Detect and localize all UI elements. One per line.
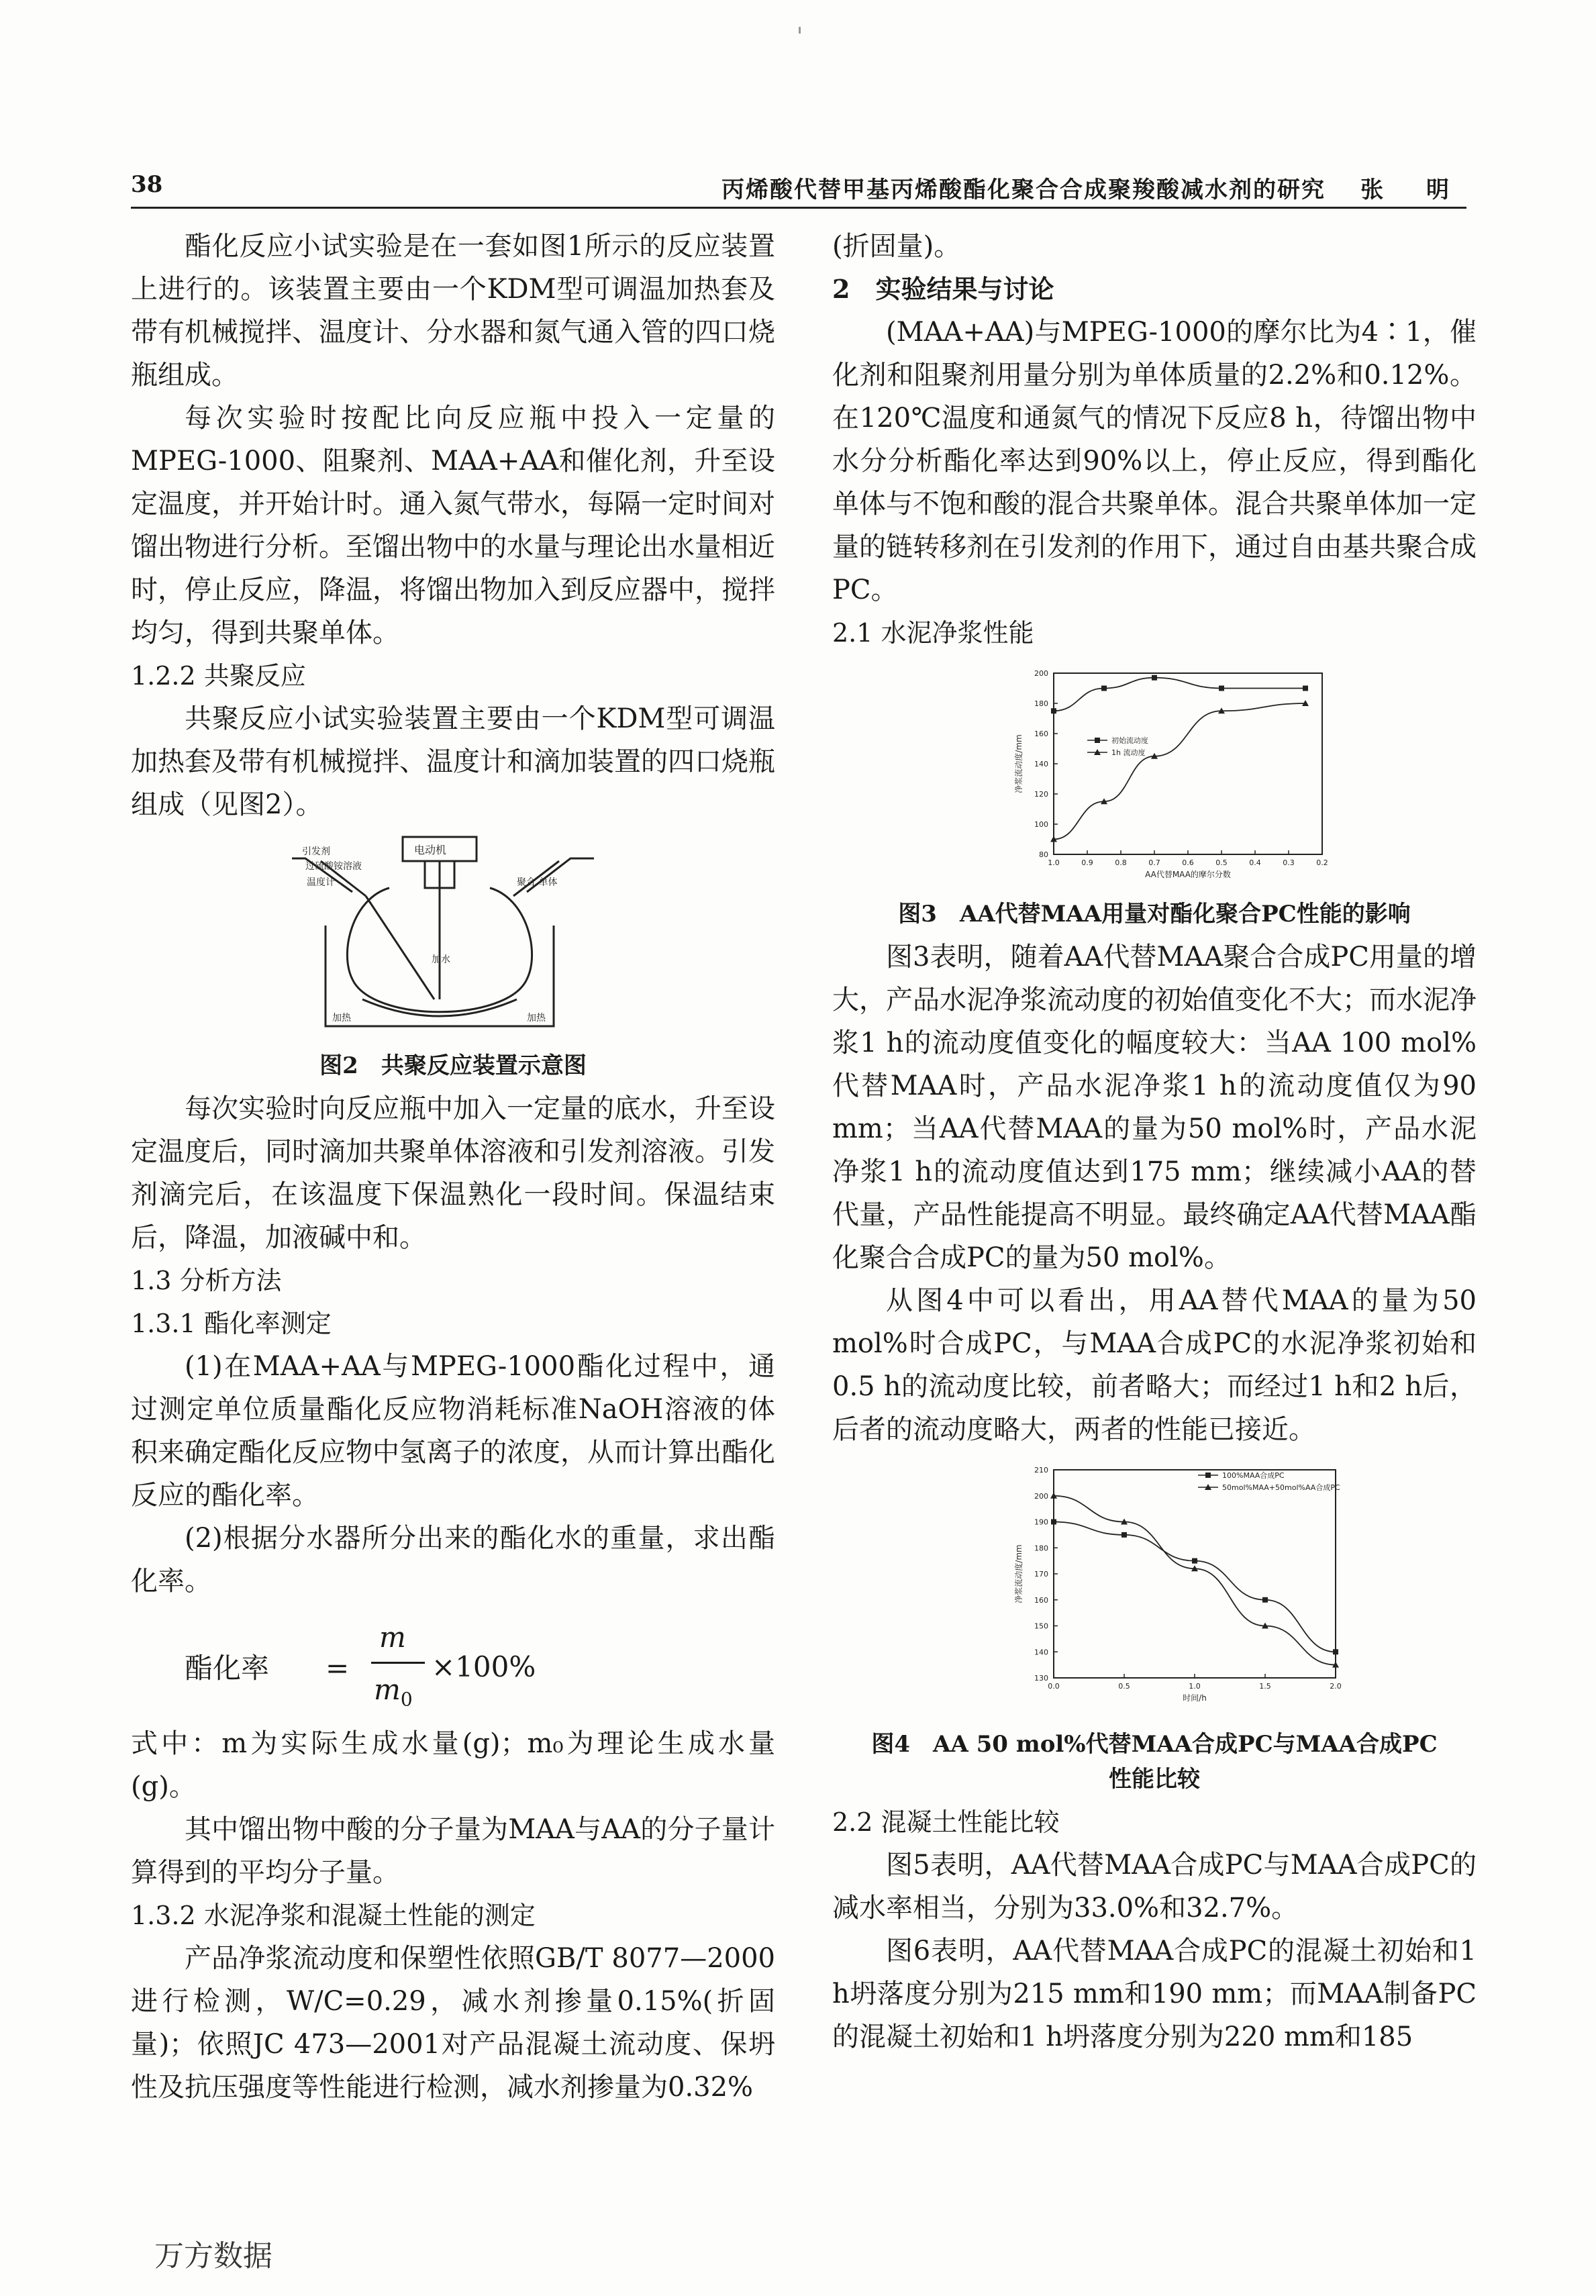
right-column bbox=[832, 225, 1477, 2058]
x-tick-label: 0.2 bbox=[1316, 858, 1328, 867]
legend-marker bbox=[1205, 1473, 1211, 1478]
y-tick-label: 80 bbox=[1039, 850, 1048, 859]
series-line bbox=[1054, 703, 1305, 840]
paragraph: (折固量)。 bbox=[832, 231, 961, 262]
y-tick-label: 180 bbox=[1034, 1544, 1048, 1553]
heater-left-label: 加热 bbox=[332, 1013, 351, 1024]
figure-2-caption: 图2 共聚反应装置示意图 bbox=[319, 1052, 587, 1079]
x-tick-label: 2.0 bbox=[1330, 1682, 1342, 1691]
formula-numerator: m bbox=[379, 1621, 406, 1654]
water-label: 加水 bbox=[432, 954, 450, 965]
left-column bbox=[131, 225, 775, 2109]
legend-marker bbox=[1095, 738, 1100, 743]
y-tick-label: 200 bbox=[1034, 1491, 1048, 1501]
paragraph: 每次实验时向反应瓶中加入一定量的底水，升至设定温度后，同时滴加共聚单体溶液和引发剂溶液。引发剂滴完后，在该温度下保温熟化一段时间。保温结束后，降温，加液碱中和。 bbox=[131, 1093, 775, 1253]
y-tick-label: 120 bbox=[1034, 790, 1048, 799]
thermometer-label: 温度计 bbox=[307, 877, 335, 888]
formula-denominator: $m_0$ bbox=[374, 1673, 413, 1711]
figure-4-caption bbox=[832, 1727, 1477, 1797]
y-tick-label: 150 bbox=[1034, 1621, 1048, 1631]
data-point bbox=[1303, 686, 1308, 691]
legend-label: 初始流动度 bbox=[1111, 736, 1148, 745]
x-tick-label: 0.6 bbox=[1182, 858, 1194, 867]
paragraph: 图5表明，AA代替MAA合成PC与MAA合成PC的减水率相当，分别为33.0%和32.7%。 bbox=[832, 1850, 1477, 1924]
reactor-diagram bbox=[131, 832, 775, 1033]
paragraph: 式中：m为实际生成水量(g)；m₀为理论生成水量(g)。 bbox=[131, 1728, 775, 1802]
y-tick-label: 130 bbox=[1034, 1674, 1048, 1683]
y-tick-label: 140 bbox=[1034, 760, 1048, 768]
figure-2 bbox=[131, 832, 775, 1083]
x-tick-label: 0.4 bbox=[1249, 858, 1261, 867]
data-point bbox=[1192, 1558, 1197, 1564]
x-tick-label: 0.0 bbox=[1048, 1682, 1060, 1691]
y-tick-label: 140 bbox=[1034, 1648, 1048, 1657]
paragraph: 共聚反应小试实验装置主要由一个KDM型可调温加热套及带有机械搅拌、温度计和滴加装置的四口烧瓶组成（见图2）。 bbox=[131, 703, 775, 820]
data-point bbox=[1333, 1649, 1338, 1654]
x-tick-label: 0.5 bbox=[1215, 858, 1228, 867]
comonomer-label: 聚合 单体 bbox=[517, 877, 558, 888]
figure-3-chart bbox=[832, 660, 1477, 881]
data-point bbox=[1219, 686, 1224, 691]
legend-label: 1h 流动度 bbox=[1111, 748, 1146, 757]
paragraph: (1)在MAA+AA与MPEG-1000酯化过程中，通过测定单位质量酯化反应物消耗标准NaOH溶液的体积来确定酯化反应物中氢离子的浓度，从而计算出酯化反应的酯化率。 bbox=[131, 1351, 775, 1511]
y-tick-label: 180 bbox=[1034, 699, 1048, 708]
section-heading: 2.2 混凝土性能比较 bbox=[832, 1807, 1060, 1837]
x-tick-label: 0.8 bbox=[1115, 858, 1127, 867]
y-axis-label: 净浆流动度/mm bbox=[1014, 734, 1024, 793]
y-tick-label: 160 bbox=[1034, 730, 1048, 738]
x-tick-label: 1.0 bbox=[1189, 1682, 1201, 1691]
figure-4 bbox=[832, 1456, 1477, 1797]
formula-lhs: 酯化率 bbox=[185, 1652, 270, 1685]
x-tick-label: 0.7 bbox=[1148, 858, 1160, 867]
y-tick-label: 210 bbox=[1034, 1466, 1048, 1475]
section-heading: 2 实验结果与讨论 bbox=[832, 274, 1054, 304]
running-title: 丙烯酸代替甲基丙烯酸酯化聚合合成聚羧酸减水剂的研究 bbox=[721, 177, 1326, 203]
paragraph: 图3表明，随着AA代替MAA聚合合成PC用量的增大，产品水泥净浆流动度的初始值变化不大；而水泥净浆1 h的流动度值变化的幅度较大：当AA 100 mol%代替MAA时，产品水泥净浆1 h的流动度值仅为90 mm；当AA代替MAA的量为50 mol%时，产品水泥净浆1 h的流动度值达到175 mm；继续减小AA的替代量，产品性能提高不明显。最终确定AA代替MAA酯化聚合合成PC的量为50 mol%。 bbox=[832, 942, 1477, 1273]
x-tick-label: 0.9 bbox=[1081, 858, 1093, 867]
series-line bbox=[1054, 1522, 1336, 1652]
y-tick-label: 200 bbox=[1034, 669, 1048, 678]
x-tick-label: 0.5 bbox=[1118, 1682, 1130, 1691]
x-tick-label: 1.0 bbox=[1048, 858, 1060, 867]
page-number: 38 bbox=[131, 171, 163, 198]
running-header bbox=[131, 171, 1466, 205]
section-heading: 1.3.1 酯化率测定 bbox=[131, 1309, 332, 1338]
legend-label: 100%MAA合成PC bbox=[1222, 1471, 1285, 1480]
scan-mark bbox=[799, 27, 801, 34]
fraction-bar bbox=[371, 1662, 425, 1664]
data-point bbox=[1121, 1532, 1127, 1538]
paragraph: 图6表明，AA代替MAA合成PC的混凝土初始和1 h坍落度分别为215 mm和190 mm；而MAA制备PC的混凝土初始和1 h坍落度分别为220 mm和185 bbox=[832, 1936, 1477, 2052]
data-point bbox=[1101, 686, 1107, 691]
x-axis-label: 时间/h bbox=[1183, 1693, 1207, 1703]
figure-4-caption-line1: 图4 AA 50 mol%代替MAA合成PC与MAA合成PC bbox=[871, 1731, 1438, 1758]
section-heading: 2.1 水泥净浆性能 bbox=[832, 618, 1034, 648]
initiator-label: 引发剂 bbox=[302, 846, 330, 857]
paragraph: 产品净浆流动度和保塑性依照GB/T 8077—2000进行检测，W/C=0.29，减水剂掺量0.15%(折固量)；依照JC 473—2001对产品混凝土流动度、保坍性及抗压强度等性能进行检测，减水剂掺量为0.32% bbox=[131, 1943, 775, 2103]
y-tick-label: 100 bbox=[1034, 820, 1048, 829]
motor-label: 电动机 bbox=[414, 844, 447, 856]
formula-factor: ×100% bbox=[432, 1650, 536, 1683]
paragraph: 酯化反应小试实验是在一套如图1所示的反应装置上进行的。该装置主要由一个KDM型可调温加热套及带有机械搅拌、温度计、分水器和氮气通入管的四口烧瓶组成。 bbox=[131, 231, 775, 391]
paragraph: (MAA+AA)与MPEG-1000的摩尔比为4∶1，催化剂和阻聚剂用量分别为单体质量的2.2%和0.12%。在120℃温度和通氮气的情况下反应8 h，待馏出物中水分分析酯化率达到90%以上，停止反应，得到酯化单体与不饱和酸的混合共聚单体。混合共聚单体加一定量的链转移剂在引发剂的作用下，通过自由基共聚合成PC。 bbox=[832, 317, 1477, 605]
figure-3-caption: 图3 AA代替MAA用量对酯化聚合PC性能的影响 bbox=[898, 901, 1411, 928]
x-tick-label: 1.5 bbox=[1259, 1682, 1271, 1691]
heater-right-label: 加热 bbox=[527, 1013, 546, 1024]
header-rule bbox=[131, 207, 1466, 209]
section-heading: 1.3 分析方法 bbox=[131, 1266, 282, 1295]
data-point bbox=[1051, 708, 1056, 713]
legend-label: 50mol%MAA+50mol%AA合成PC bbox=[1222, 1483, 1340, 1492]
data-point bbox=[1262, 1597, 1268, 1603]
esterification-formula bbox=[131, 1615, 775, 1715]
series-line bbox=[1054, 1496, 1336, 1665]
y-axis-label: 净浆流动度/mm bbox=[1014, 1544, 1024, 1603]
x-axis-label: AA代替MAA的摩尔分数 bbox=[1145, 870, 1231, 879]
formula-equals: = bbox=[326, 1652, 350, 1685]
data-point bbox=[1051, 1519, 1056, 1525]
running-author: 张 明 bbox=[1360, 177, 1466, 203]
data-point bbox=[1152, 675, 1157, 681]
section-heading: 1.2.2 共聚反应 bbox=[131, 661, 306, 691]
figure-3 bbox=[832, 660, 1477, 932]
paragraph: 从图4中可以看出，用AA替代MAA的量为50 mol%时合成PC，与MAA合成PC的水泥净浆初始和0.5 h的流动度比较，前者略大；而经过1 h和2 h后，后者的流动度略大，两者的性能已接近。 bbox=[832, 1285, 1477, 1445]
figure-4-chart bbox=[832, 1456, 1477, 1711]
y-tick-label: 160 bbox=[1034, 1595, 1048, 1605]
monomer-solution-label: 过硫酸铵溶液 bbox=[305, 861, 362, 872]
plot-frame bbox=[1054, 1470, 1336, 1678]
section-heading: 1.3.2 水泥净浆和混凝土性能的测定 bbox=[131, 1901, 536, 1930]
x-tick-label: 0.3 bbox=[1283, 858, 1295, 867]
y-tick-label: 170 bbox=[1034, 1570, 1048, 1579]
figure-4-caption-line2: 性能比较 bbox=[1109, 1766, 1200, 1793]
paragraph: 其中馏出物中酸的分子量为MAA与AA的分子量计算得到的平均分子量。 bbox=[131, 1814, 775, 1888]
paragraph: (2)根据分水器所分出来的酯化水的重量，求出酯化率。 bbox=[131, 1523, 775, 1597]
paragraph: 每次实验时按配比向反应瓶中投入一定量的MPEG-1000、阻聚剂、MAA+AA和催化剂，升至设定温度，并开始计时。通入氮气带水，每隔一定时间对馏出物进行分析。至馏出物中的水量与理论出水量相近时，停止反应，降温，将馏出物加入到反应器中，搅拌均匀，得到共聚单体。 bbox=[131, 403, 775, 648]
footer-watermark: 万方数据 bbox=[154, 2239, 272, 2273]
y-tick-label: 190 bbox=[1034, 1517, 1048, 1527]
plot-frame bbox=[1054, 673, 1322, 854]
